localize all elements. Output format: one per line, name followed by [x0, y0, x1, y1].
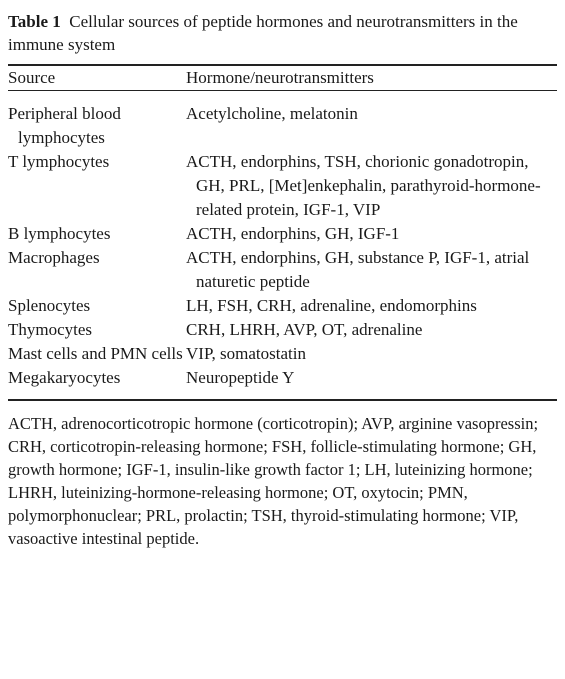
- row-hormones: LH, FSH, CRH, adrenaline, endomorphins: [186, 296, 477, 315]
- header-row: [8, 66, 557, 90]
- table-caption-text: Cellular sources of peptide hormones and neurotransmitters in the immune system: [8, 12, 518, 54]
- table-row: [8, 342, 557, 366]
- header-source: Source: [8, 68, 56, 87]
- row-source: Splenocytes: [8, 296, 91, 315]
- table-footnote: ACTH, adrenocorticotropic hormone (corticotropin); AVP, arginine vasopressin; CRH, corticotropin-releasing hormone; FSH, follicle-stimulating hormone; GH, growth hormone; IGF-1, insulin-like growth factor 1; LH, luteinizing hormone; LHRH, luteinizing-hormone-releasing hormone; OT, oxytocin; PMN, polymorphonuclear; PRL, prolactin; TSH, thyroid-stimulating hormone; VIP, vasoactive intestinal peptide.: [8, 414, 539, 548]
- row-hormones: ACTH, endorphins, GH, substance P, IGF-1, atrial naturetic peptide: [186, 248, 530, 291]
- row-source: Peripheral blood lymphocytes: [8, 104, 121, 147]
- row-hormones: ACTH, endorphins, GH, IGF-1: [186, 224, 400, 243]
- table-row: [8, 91, 557, 150]
- table-row: [8, 246, 557, 294]
- row-hormones: Neuropeptide Y: [186, 368, 295, 387]
- row-source: Mast cells and PMN cells: [8, 344, 183, 363]
- row-source: Megakaryocytes: [8, 368, 121, 387]
- table-row: [8, 222, 557, 246]
- table-caption: [8, 10, 557, 56]
- row-hormones: CRH, LHRH, AVP, OT, adrenaline: [186, 320, 423, 339]
- table-row: [8, 318, 557, 342]
- table-row: [8, 294, 557, 318]
- row-hormones: ACTH, endorphins, TSH, chorionic gonadotropin, GH, PRL, [Met]enkephalin, parathyroid-hormone-related protein, IGF-1, VIP: [186, 152, 541, 219]
- row-source: B lymphocytes: [8, 224, 111, 243]
- header-hormones: Hormone/neurotransmitters: [186, 68, 374, 87]
- row-hormones: Acetylcholine, melatonin: [186, 104, 358, 123]
- row-hormones: VIP, somatostatin: [186, 344, 306, 363]
- row-source: Macrophages: [8, 248, 100, 267]
- data-table: [8, 66, 557, 399]
- row-source: Thymocytes: [8, 320, 93, 339]
- table-row: [8, 150, 557, 222]
- table-label: Table 1: [8, 12, 61, 31]
- table-row: [8, 366, 557, 399]
- row-source: T lymphocytes: [8, 152, 110, 171]
